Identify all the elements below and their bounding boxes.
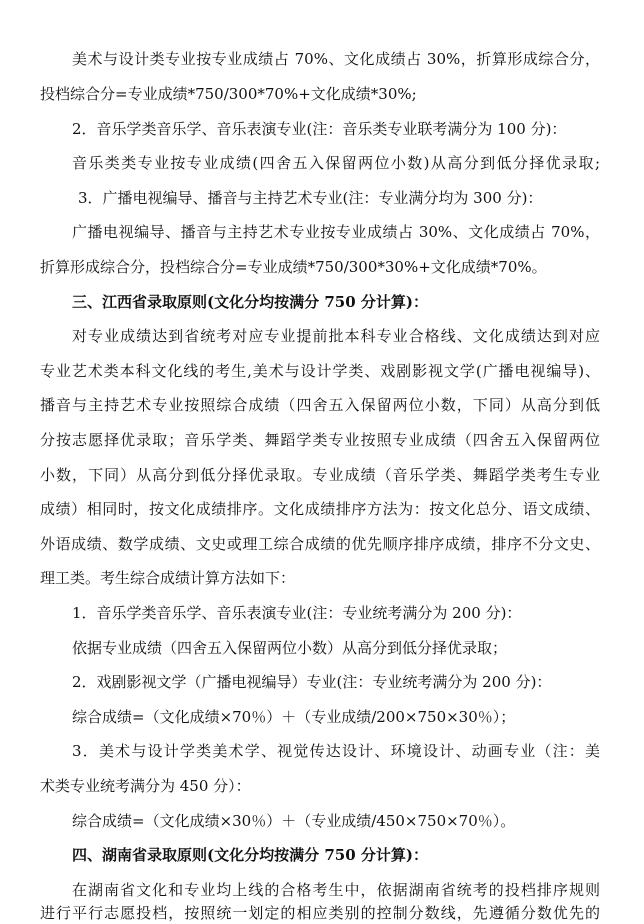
paragraph-line: 外语成绩、数学成绩、文史或理工综合成绩的优先顺序排序成绩，排序不分文史、 [40, 535, 600, 553]
paragraph-line: 成绩）相同时，按文化成绩排序。文化成绩排序方法为：按文化总分、语文成绩、 [40, 500, 600, 518]
section-heading: 三、江西省录取原则(文化分均按满分 750 分计算)： [72, 293, 428, 311]
list-item: 3．美术与设计学类美术学、视觉传达设计、环境设计、动画专业（注：美 [72, 742, 600, 760]
paragraph-line: 播音与主持艺术专业按照综合成绩（四舍五入保留两位小数，下同）从高分到低 [40, 396, 600, 414]
paragraph-line: 投档综合分=专业成绩*750/300*70%+文化成绩*30%; [40, 85, 417, 103]
paragraph-line: 在湖南省文化和专业均上线的合格考生中，依据湖南省统考的投档排序规则 [72, 881, 600, 899]
list-item: 3．广播电视编导、播音与主持艺术专业(注：专业满分均为 300 分)： [78, 189, 543, 207]
section-heading: 四、湖南省录取原则(文化分均按满分 750 分计算)： [72, 846, 428, 864]
paragraph-line: 专业艺术类本科文化线的考生,美术与设计学类、戏剧影视文学(广播电视编导)、 [40, 362, 600, 380]
formula-line: 综合成绩=（文化成绩×70％）＋（专业成绩/200×750×30％）； [72, 708, 516, 726]
paragraph-line: 美术与设计类专业按专业成绩占 70%、文化成绩占 30%，折算形成综合分， [72, 50, 600, 68]
paragraph-line: 分按志愿择优录取；音乐学类、舞蹈学类专业按照专业成绩（四舍五入保留两位 [40, 431, 600, 449]
paragraph-line: 术类专业统考满分为 450 分）： [40, 777, 251, 795]
paragraph-line: 音乐类类专业按专业成绩(四舍五入保留两位小数)从高分到低分择优录取; [72, 154, 600, 172]
paragraph-line: 依据专业成绩（四舍五入保留两位小数）从高分到低分择优录取； [72, 639, 508, 657]
list-item: 2．戏剧影视文学（广播电视编导）专业(注：专业统考满分为 200 分)： [72, 673, 552, 691]
paragraph-line: 对专业成绩达到省统考对应专业提前批本科专业合格线、文化成绩达到对应 [72, 327, 600, 345]
paragraph-line: 广播电视编导、播音与主持艺术专业按专业成绩占 30%、文化成绩占 70%， [72, 223, 600, 241]
paragraph-line: 理工类。考生综合成绩计算方法如下： [40, 569, 296, 587]
formula-line: 综合成绩=（文化成绩×30％）＋（专业成绩/450×750×70％）。 [72, 812, 516, 830]
paragraph-line: 小数，下同）从高分到低分择优录取。专业成绩（音乐学类、舞蹈学类考生专业 [40, 466, 600, 484]
list-item: 1．音乐学类音乐学、音乐表演专业(注：专业统考满分为 200 分)： [72, 604, 522, 622]
paragraph-line: 折算形成综合分，投档综合分=专业成绩*750/300*30%+文化成绩*70%。 [40, 258, 547, 276]
paragraph-line: 进行平行志愿投档，按照统一划定的相应类别的控制分数线，先遵循分数优先的 [40, 904, 600, 922]
list-item: 2．音乐学类音乐学、音乐表演专业(注：音乐类专业联考满分为 100 分)： [72, 120, 567, 138]
